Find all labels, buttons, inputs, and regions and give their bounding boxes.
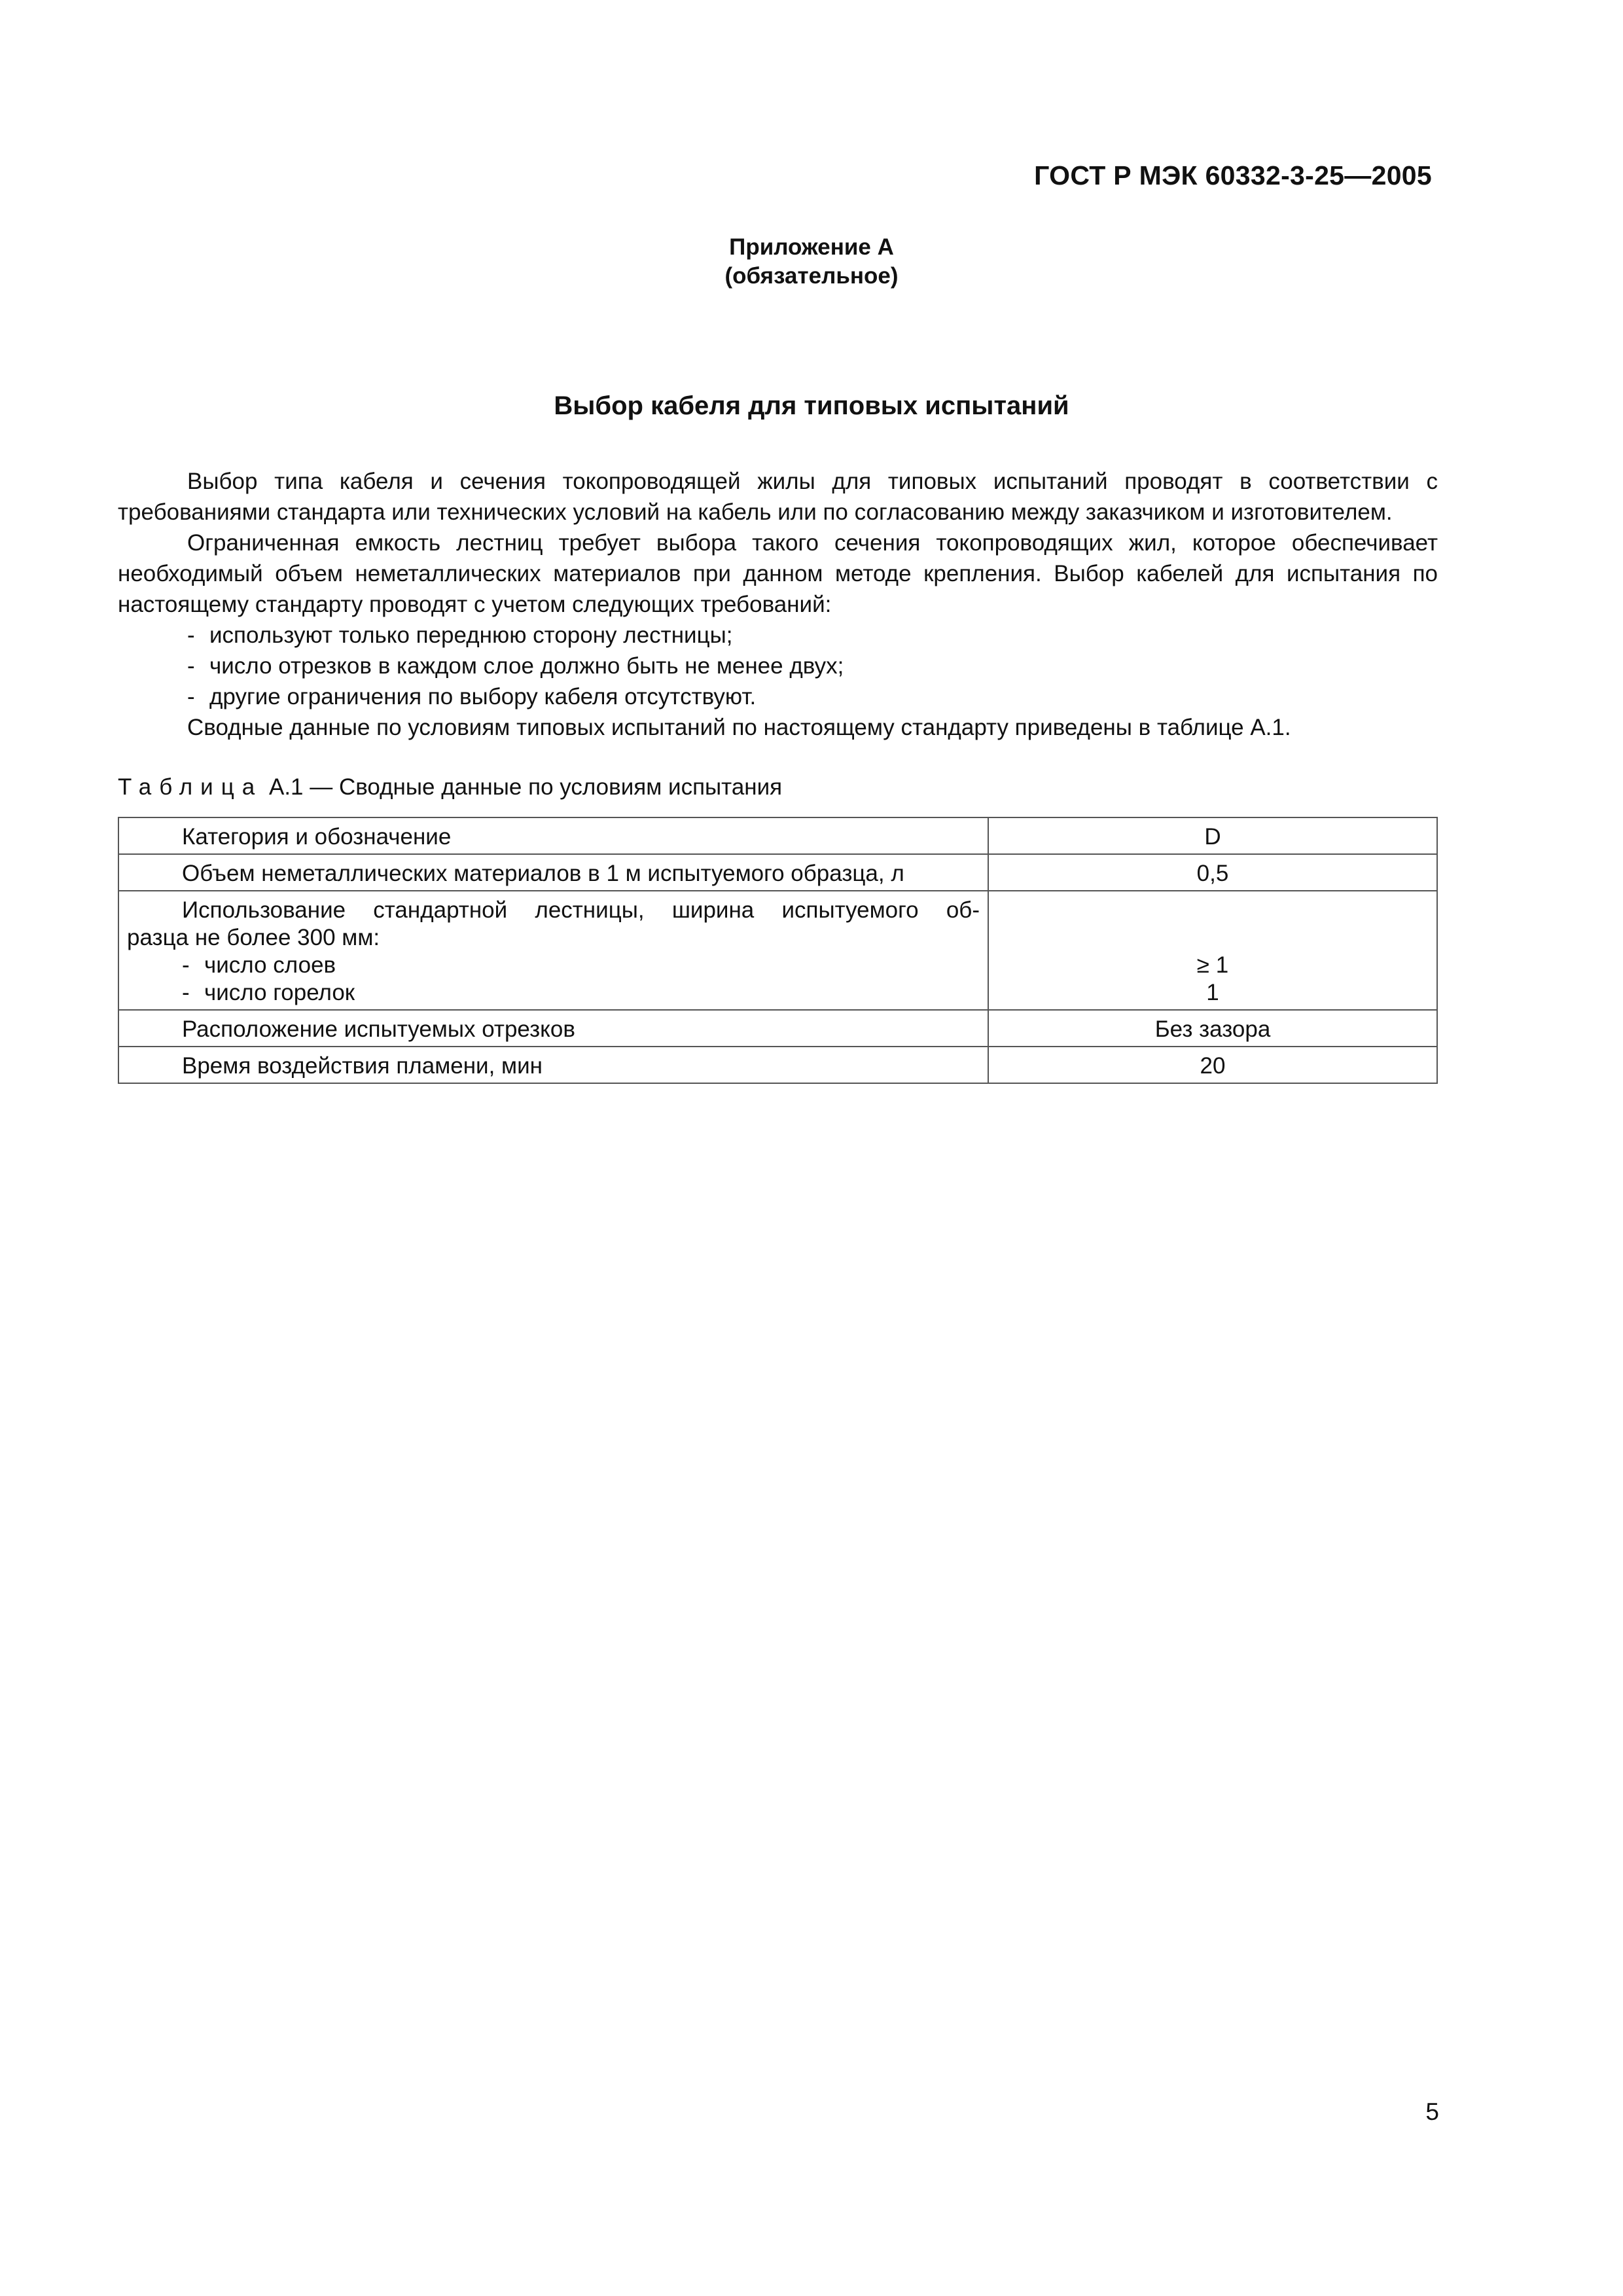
paragraph-2: Ограниченная емкость лестниц требует выбора такого сечения токопроводящих жил, которое обеспечивает необходимый объем неметаллических материалов при данном методе крепления. Выбор кабелей для испытания по настоящему стандарту проводят с учетом следующих требований: (118, 530, 1438, 617)
annex-heading (0, 233, 1623, 291)
document-code: ГОСТ Р МЭК 60332-3-25—2005 (1034, 160, 1432, 190)
table-cell-param (118, 891, 988, 1010)
sub-item-value: ≥ 1 (1196, 952, 1229, 978)
page-number: 5 (1425, 2098, 1439, 2125)
sub-item (127, 979, 980, 1007)
sub-item-value: 1 (1206, 980, 1219, 1005)
table-cell-param: Объем неметаллических материалов в 1 м испытуемого образца, л (118, 854, 988, 891)
table-row (118, 1010, 1437, 1047)
table-row (118, 817, 1437, 854)
param-line: Использование стандартной лестницы, ширина испытуемого об- (182, 897, 980, 923)
table-cell-value: Без зазора (988, 1010, 1437, 1047)
table-caption-prefix: Таблица (118, 774, 263, 800)
param-line: разца не более 300 мм: (127, 925, 380, 950)
table-row (118, 854, 1437, 891)
dash-marker: - (187, 653, 195, 679)
list-item (118, 681, 1438, 712)
dash-marker: - (182, 952, 190, 978)
spacer (997, 924, 1429, 952)
sub-item-label: число слоев (204, 952, 336, 978)
paragraph-1: Выбор типа кабеля и сечения токопроводящей жилы для типовых испытаний проводят в соответствии с требованиями стандарта или технических условий на кабель или по согласованию между заказчиком и изготовителем. (118, 469, 1438, 525)
test-conditions-table (118, 817, 1438, 1084)
table-caption-text: А.1 — Сводные данные по условиям испытания (268, 774, 783, 800)
table-cell-value: D (988, 817, 1437, 854)
paragraph-3: Сводные данные по условиям типовых испытаний по настоящему стандарту приведены в таблице А.1. (187, 715, 1291, 740)
dash-marker: - (187, 684, 195, 709)
table-cell-param: Расположение испытуемых отрезков (118, 1010, 988, 1047)
table-cell-value (988, 891, 1437, 1010)
dash-marker: - (187, 622, 195, 648)
spacer (997, 897, 1429, 924)
sub-item-label: число горелок (204, 980, 355, 1005)
table-row (118, 1047, 1437, 1083)
table-cell-value: 0,5 (988, 854, 1437, 891)
table-cell-value: 20 (988, 1047, 1437, 1083)
table-row (118, 891, 1437, 1010)
table-cell-param: Категория и обозначение (118, 817, 988, 854)
list-item-text: используют только переднюю сторону лестницы; (209, 622, 733, 648)
list-item (118, 651, 1438, 681)
list-item-text: другие ограничения по выбору кабеля отсутствуют. (209, 684, 757, 709)
body-text (118, 466, 1438, 743)
annex-status: (обязательное) (724, 263, 899, 289)
list-item-text: число отрезков в каждом слое должно быть не менее двух; (209, 653, 844, 679)
table-caption (118, 774, 782, 800)
list-item (118, 620, 1438, 651)
sub-item (127, 952, 980, 979)
annex-title: Выбор кабеля для типовых испытаний (554, 391, 1069, 420)
dash-marker: - (182, 980, 190, 1005)
table-cell-param: Время воздействия пламени, мин (118, 1047, 988, 1083)
annex-label: Приложение А (729, 234, 894, 260)
